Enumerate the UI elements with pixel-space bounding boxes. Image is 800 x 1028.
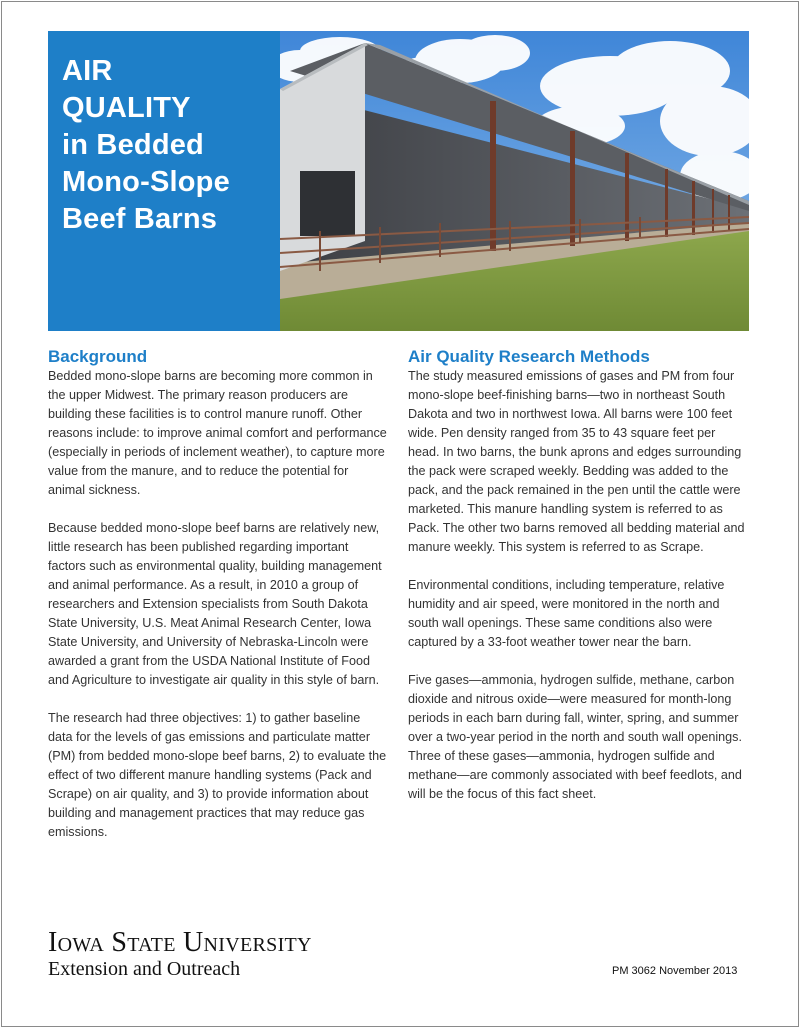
paragraph: The research had three objectives: 1) to gather baseline data for the levels of gas emissions and particulate matter (PM) from bedded mono-slope beef barns, 2) to evaluate the effect of two different manure handling systems (Pack and Scrape) on air quality, and 3) to provide information about building and management practices that may reduce gas emissions.	[48, 711, 387, 839]
title-banner	[48, 31, 280, 331]
section-heading: Background	[48, 347, 148, 366]
title-line: Mono-Slope	[62, 166, 230, 198]
section-heading: Air Quality Research Methods	[408, 347, 650, 366]
paragraph: The study measured emissions of gases and PM from four mono-slope beef-finishing barns—two in northeast South Dakota and two in northwest Iowa. All barns were 100 feet wide. Pen density ranged from 35 to 43 square feet per head. In two barns, the bunk aprons and edges surrounding the pack were scraped weekly. Bedding was added to the pack, and the pack remained in the pen until the cattle were marketed. This manure handling system is referred to as Pack. The other two barns removed all bedding material and manure weekly. This system is referred to as Scrape.	[408, 369, 745, 554]
paragraph: Environmental conditions, including temperature, relative humidity and air speed, were monitored in the north and south wall openings. These same conditions also were captured by a 33-foot weather tower near the barn.	[408, 578, 725, 649]
title-line: in Bedded	[62, 129, 204, 161]
paragraph: Because bedded mono-slope beef barns are relatively new, little research has been published regarding important factors such as environmental quality, building management and animal performance. As a result, in 2010 a group of researchers and Extension specialists from South Dakota State University, U.S. Meat Animal Research Center, Iowa State University, and University of Nebraska-Lincoln were awarded a grant from the USDA National Institute of Food and Agriculture to investigate air quality in this style of barn.	[48, 521, 382, 687]
title-line: QUALITY	[62, 92, 191, 124]
title-line: Beef Barns	[62, 203, 218, 235]
unit-name: Extension and Outreach	[48, 958, 241, 980]
paragraph: Five gases—ammonia, hydrogen sulfide, methane, carbon dioxide and nitrous oxide—were measured for month-long periods in each barn during fall, winter, spring, and summer over a two-year period in the north and south wall openings. Three of these gases—ammonia, hydrogen sulfide and methane—are commonly associated with beef feedlots, and will be the focus of this fact sheet.	[408, 673, 742, 801]
methods-section	[408, 347, 748, 823]
university-wordmark: Iowa State University	[48, 927, 312, 958]
background-section	[48, 347, 388, 861]
barn-photo-icon	[280, 31, 749, 331]
publication-info: PM 3062 November 2013	[612, 965, 738, 977]
paragraph: Bedded mono-slope barns are becoming more common in the upper Midwest. The primary reason producers are building these facilities is to control manure runoff. Other reasons include: to improve animal comfort and performance (especially in periods of inclement weather), to capture more value from the manure, and to reduce the potential for animal sickness.	[48, 369, 387, 497]
title-line: AIR	[62, 55, 113, 87]
